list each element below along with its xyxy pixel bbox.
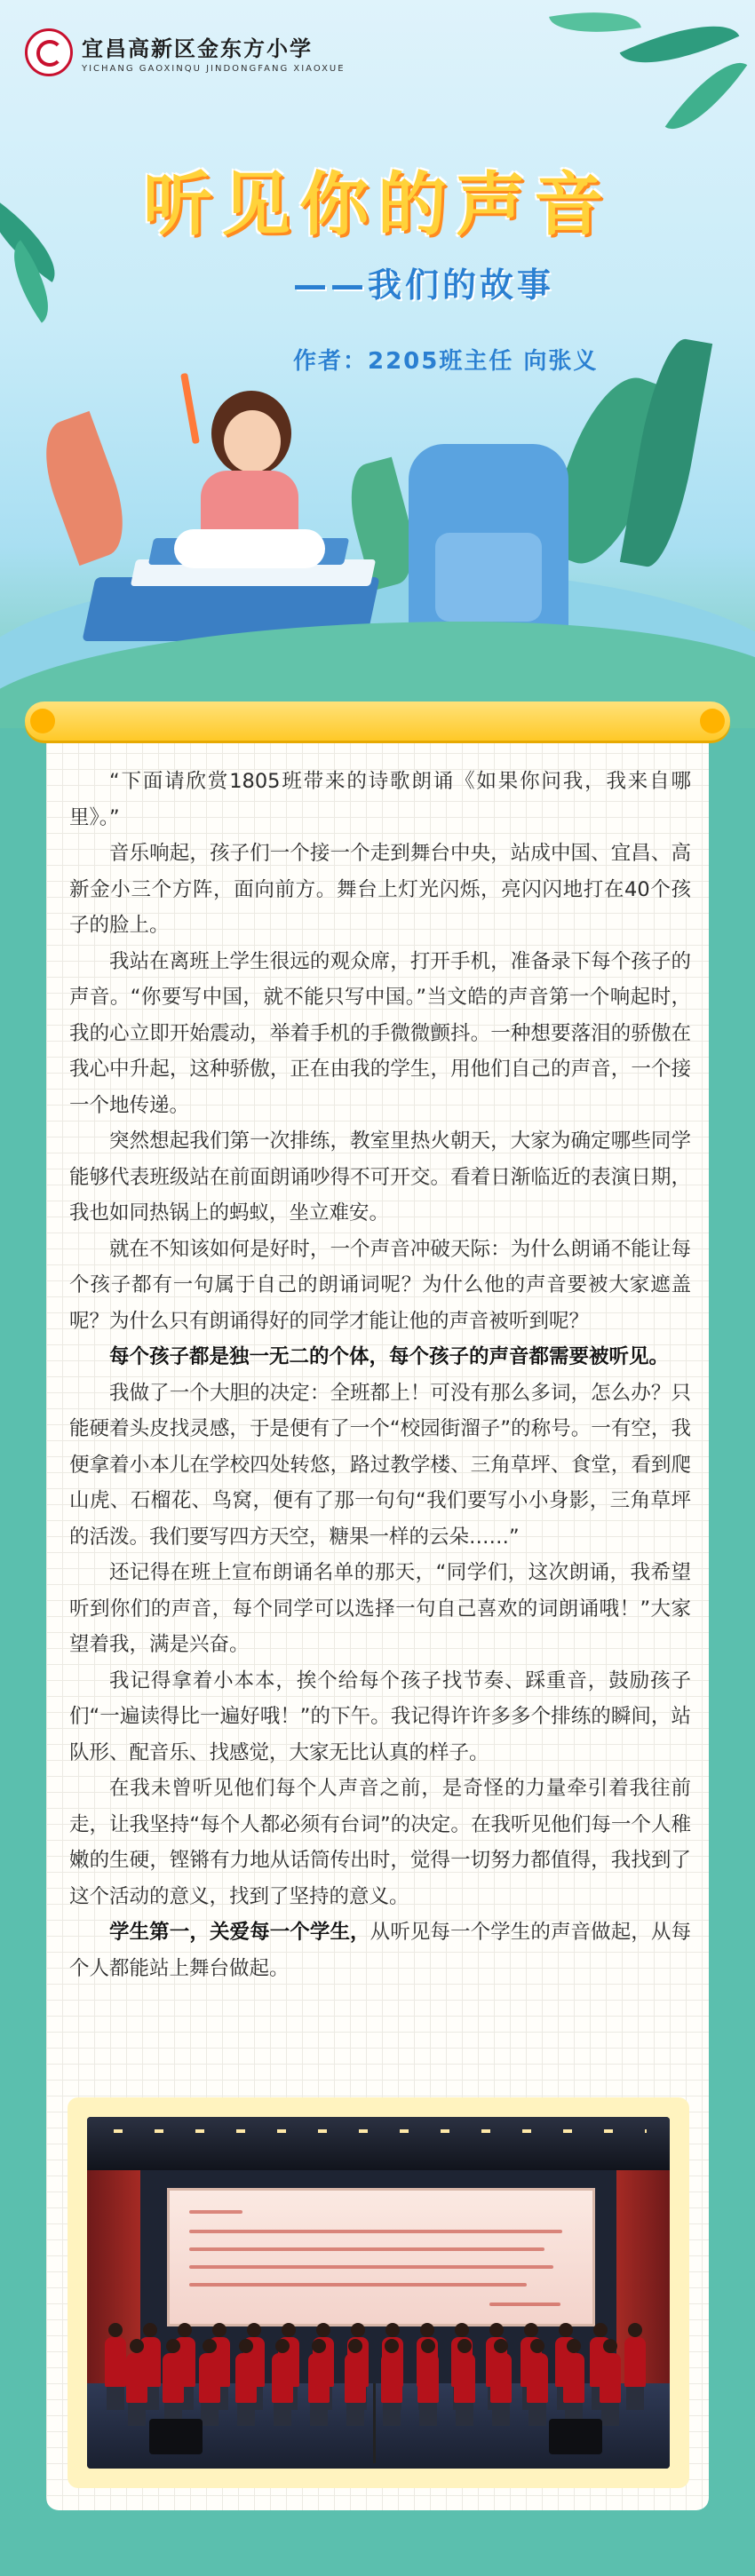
article-paragraph: “下面请欣赏1805班带来的诗歌朗诵《如果你问我，我来自哪里》。” — [69, 770, 691, 829]
screen-text-line — [189, 2210, 242, 2214]
article-paragraph: 还记得在班上宣布朗诵名单的那天，“同学们，这次朗诵，我希望听到你们的声音，每个同学可以选择一句自己喜欢的词朗诵哦！”大家望着我，满是兴奋。 — [69, 1561, 691, 1656]
screen-text-line — [189, 2230, 562, 2233]
speaker-left — [149, 2419, 203, 2454]
student-figure — [417, 2353, 439, 2403]
article-paragraph: 我做了一个大胆的决定：全班都上！可没有那么多词，怎么办？只能硬着头皮找灵感，于是便有了一个“校园街溜子”的称号。一有空，我便拿着小本儿在学校四处转悠，路过教学楼、三角草坪、食堂，看到爬山虎、石榴花、鸟窝，便有了那一句句“我们要写小小身影，三角草坪的活泼。我们要写四方天空，糖果一样的云朵……” — [69, 1381, 691, 1549]
microphone-stand — [373, 2383, 376, 2463]
screen-text-line — [189, 2265, 553, 2269]
plant-illustration — [31, 411, 139, 566]
student-figure — [490, 2353, 512, 2403]
article-paragraph: 音乐响起，孩子们一个接一个走到舞台中央，站成中国、宜昌、高新金小三个方阵，面向前方。舞台上灯光闪烁，亮闪闪地打在40个孩子的脸上。 — [69, 842, 691, 937]
student-figure — [454, 2353, 475, 2403]
student-figure — [600, 2353, 621, 2403]
article-body — [69, 764, 691, 1986]
author-line: 作者：2205班主任 向张义 — [293, 348, 599, 375]
speaker-right — [549, 2419, 602, 2454]
screen-text-line — [189, 2283, 527, 2287]
student-figure — [272, 2353, 293, 2403]
student-figure — [308, 2353, 330, 2403]
student-figure — [235, 2353, 257, 2403]
screen-text-line — [189, 2247, 544, 2251]
closing-bold: 学生第一，关爱每一个学生， — [109, 1921, 370, 1944]
girl-face — [224, 410, 281, 472]
page-title: 听见你的声音 — [142, 165, 612, 245]
student-figure — [381, 2353, 402, 2403]
stage-ceiling — [87, 2117, 670, 2170]
student-figure — [126, 2353, 147, 2403]
stage-performance-photo — [87, 2117, 670, 2469]
scroll-header-decoration — [25, 701, 730, 741]
article-paragraph: 就在不知该如何是好时，一个声音冲破天际：为什么朗诵不能让每个孩子都有一句属于自己的朗诵词呢？为什么他的声音要被大家遮盖呢？为什么只有朗诵得好的同学才能让他的声音被听到呢？ — [69, 1237, 691, 1333]
stage-screen — [167, 2188, 595, 2326]
student-figure — [163, 2353, 184, 2403]
student-figure — [105, 2337, 126, 2387]
page-subtitle: ——我们的故事 — [293, 266, 555, 305]
backpack-pocket — [435, 533, 542, 622]
article-paragraph: 突然想起我们第一次排练，教室里热火朝天，大家为确定哪些同学能够代表班级站在前面朗诵吵得不可开交。看着日渐临近的表演日期，我也如同热锅上的蚂蚁，坐立难安。 — [69, 1129, 691, 1225]
header-banner — [0, 0, 755, 728]
closing-rest: 从听见每一个学生的声音做起，从每个人都能站上舞台做起。 — [69, 1921, 691, 1980]
school-logo — [25, 28, 346, 76]
article-highlight: 每个孩子都是独一无二的个体，每个孩子的声音都需要被听见。 — [109, 1345, 670, 1368]
article-paragraph: 我记得拿着小本本，挨个给每个孩子找节奏、踩重音，鼓励孩子们“一遍读得比一遍好哦！”的下午。我记得许许多多个排练的瞬间，站队形、配音乐、找感觉，大家无比认真的样子。 — [69, 1668, 691, 1764]
stage-lights — [114, 2129, 647, 2133]
pencil-icon — [180, 373, 200, 444]
article-paragraph: 在我未曾听见他们每个人声音之前，是奇怪的力量牵引着我往前走，让我坚持“每个人都必须有台词”的决定。在我听见他们每一个人稚嫩的生硬，铿锵有力地从话筒传出时，觉得一切努力都值得，我找到了这个活动的意义，找到了坚持的意义。 — [69, 1777, 691, 1908]
article-paragraph: 我站在离班上学生很远的观众席，打开手机，准备录下每个孩子的声音。“你要写中国，就不能只写中国。”当文皓的声音第一个响起时，我的心立即开始震动，举着手机的手微微颤抖。一种想要落泪的骄傲在我心中升起，这种骄傲，正在由我的学生，用他们自己的声音，一个接一个地传递。 — [69, 949, 691, 1117]
student-figure — [527, 2353, 548, 2403]
student-figure — [199, 2353, 220, 2403]
student-figure — [563, 2353, 584, 2403]
student-figure — [345, 2353, 366, 2403]
school-name-en: YICHANG GAOXINQU JINDONGFANG XIAOXUE — [82, 64, 346, 74]
screen-text-line — [489, 2303, 560, 2306]
student-figure — [624, 2337, 646, 2387]
article-closing — [69, 1914, 691, 1986]
leaf-decoration — [549, 2, 641, 44]
school-name-cn: 宜昌高新区金东方小学 — [82, 36, 313, 61]
leaf-decoration — [665, 47, 748, 146]
school-emblem-icon — [25, 28, 73, 76]
girl-legs — [174, 529, 325, 568]
